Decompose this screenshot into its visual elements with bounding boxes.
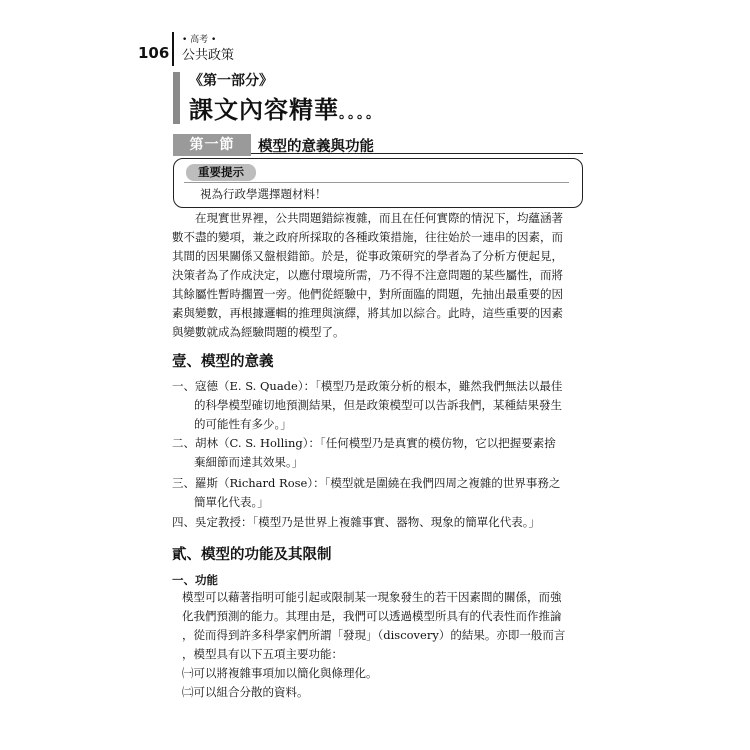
definition-item (172, 513, 586, 532)
paragraph-line: 數不盡的變項，兼之政府所採取的各種政策措施，往往始於一連串的因素，而 (172, 230, 563, 244)
function-list-item: ㈡可以組合分散的資料。 (182, 685, 309, 699)
notice-box (173, 158, 583, 208)
definition-item (172, 377, 586, 434)
paragraph-line: 與變數就成為經驗問題的模型了。 (172, 325, 345, 339)
paragraph-line: 化我們預測的能力。其理由是，我們可以透過模型所具有的代表性而作推論 (182, 609, 562, 623)
part-title-dots: 。。。。 (339, 106, 382, 122)
paragraph-line: 素與變數，再根據邏輯的推理與演繹，將其加以綜合。此時，這些重要的因素 (172, 306, 563, 320)
paragraph-line: 其間的因果關係又盤根錯節。於是，從事政策研究的學者為了分析方便起見， (172, 249, 563, 263)
definition-line: 的可能性有多少。」 (194, 417, 292, 431)
definition-line: 的科學模型確切地預測結果，但是政策模型可以告訴我們，某種結果發生 (194, 398, 562, 412)
section-tag: 第一節 (173, 134, 251, 156)
definition-item (172, 434, 586, 472)
paragraph-line: 決策者為了作成決定，以應付環境所需，乃不得不注意問題的某些屬性，而將 (172, 268, 563, 282)
paragraph-line: ，從而得到許多科學家們所謂「發現」（discovery）的結果。亦即一般而言 (182, 628, 566, 642)
part-title (189, 90, 382, 125)
paragraph-line: 模型可以藉著指明可能引起或限制某一現象發生的若干因素間的關係，而強 (182, 590, 562, 604)
header-subject: 公共政策 (182, 48, 235, 63)
definition-line: 一、寇德（E. S. Quade）：「模型乃是政策分析的根本，雖然我們無法以最佳 (172, 379, 563, 393)
part-heading (173, 70, 573, 125)
definition-line: 四、吳定教授：「模型乃是世界上複雜事實、器物、現象的簡單化代表。」 (172, 515, 540, 529)
part-bar-decoration (173, 72, 180, 124)
paragraph-line: 其餘屬性暫時擱置一旁。他們從經驗中，對所面臨的問題，先抽出最重要的因 (172, 287, 563, 301)
notice-label: 重要提示 (186, 164, 256, 181)
page-number: 106 (138, 44, 170, 62)
header-divider (172, 32, 174, 66)
paragraph-line: ，模型具有以下五項主要功能： (182, 647, 343, 661)
header-series: • 高考 • (182, 35, 217, 45)
function-list-item: ㈠可以將複雜事項加以簡化與條理化。 (182, 666, 378, 680)
definition-line: 二、胡林（C. S. Holling）：「任何模型乃是真實的模仿物，它以把握要素捨 (172, 436, 556, 450)
function-subheading: 一、功能 (172, 573, 218, 587)
page-header (130, 30, 330, 70)
function-paragraph (172, 588, 586, 702)
notice-divider (184, 182, 569, 183)
intro-paragraph (172, 209, 586, 342)
paragraph-line: 在現實世界裡，公共問題錯綜複雜，而且在任何實際的情況下，均蘊涵著 (172, 211, 563, 225)
definition-line: 簡單化代表。」 (194, 495, 269, 509)
definition-line: 棄細節而達其效果。」 (194, 455, 304, 469)
definition-line: 三、羅斯（Richard Rose）：「模型就是圍繞在我們四周之複雜的世界事務之 (172, 476, 561, 490)
definition-item (172, 474, 586, 512)
notice-text: 視為行政學選擇題材料！ (200, 187, 327, 201)
heading-model-function: 貳、模型的功能及其限制 (172, 547, 332, 563)
section-title: 模型的意義與功能 (258, 139, 374, 155)
part-title-text: 課文內容精華 (189, 96, 339, 124)
part-label: 《第一部分》 (189, 73, 273, 89)
heading-model-meaning: 壹、模型的意義 (172, 354, 274, 370)
